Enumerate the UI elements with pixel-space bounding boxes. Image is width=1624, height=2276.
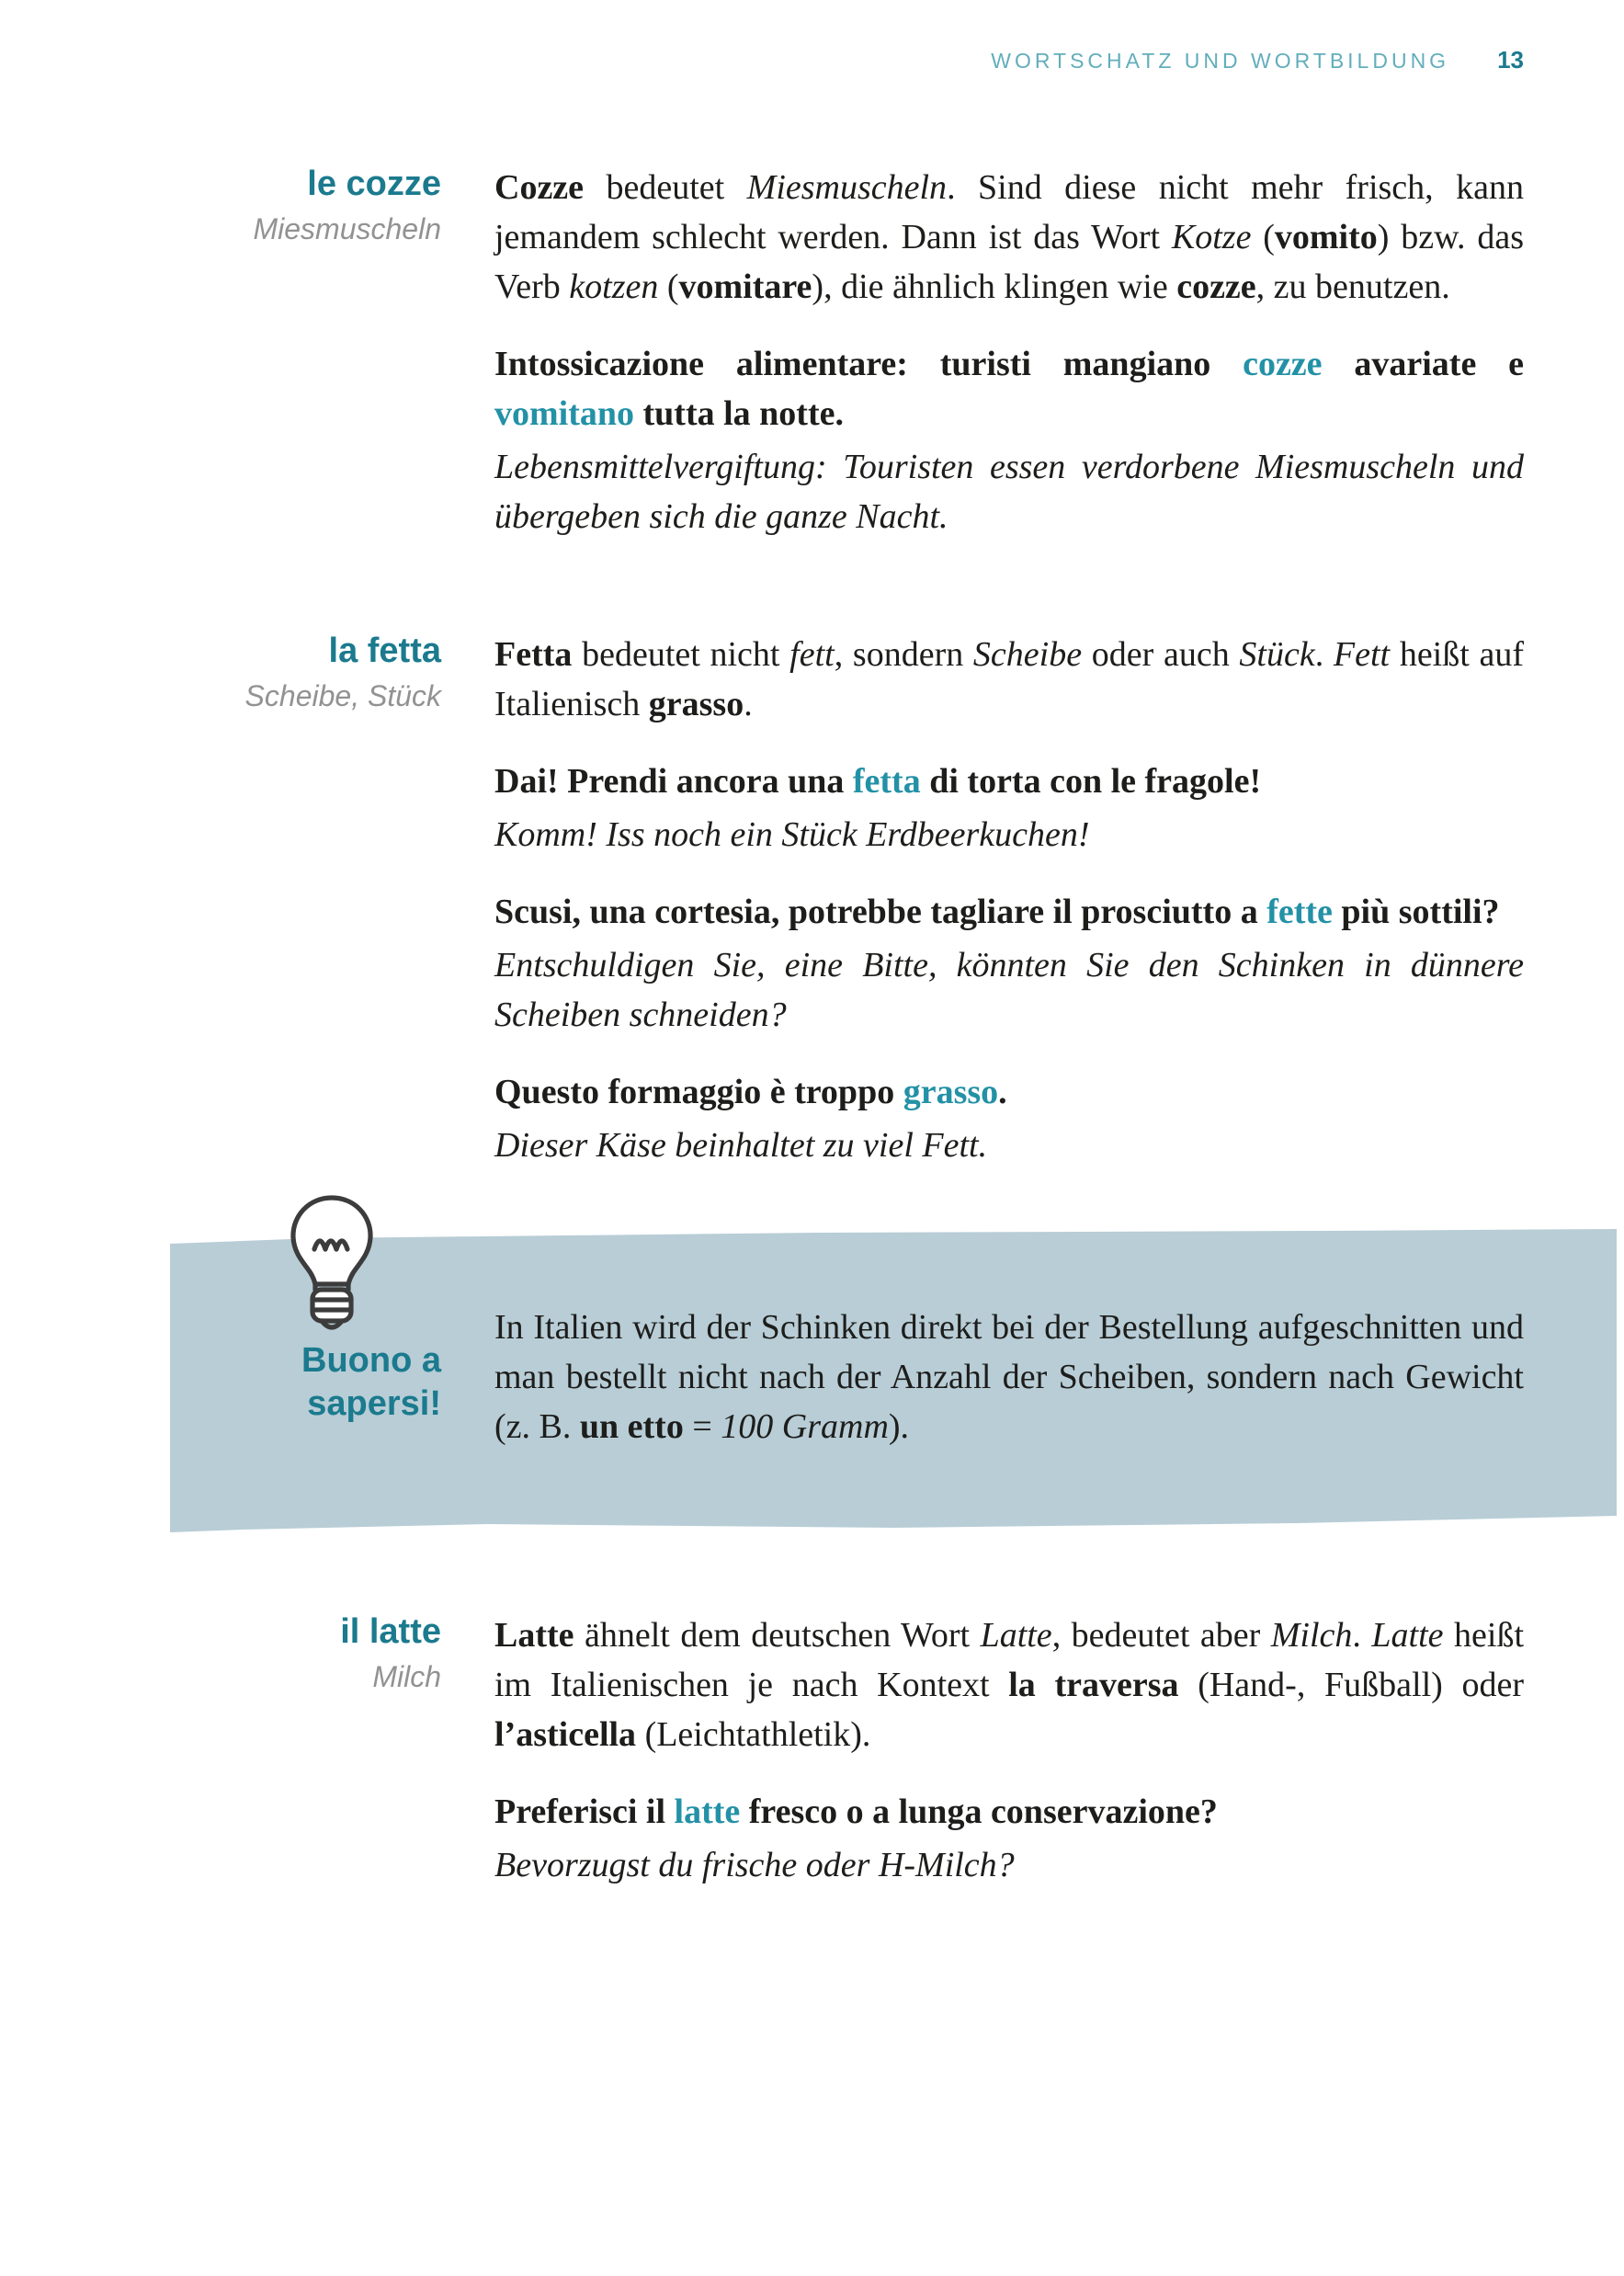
info-box-text: In Italien wird der Schinken direkt bei der Bestellung aufgeschnitten und man bestellt nicht nach der Anzahl der Scheiben, sondern nach Gewicht (z. B. un etto = 100 Gramm). bbox=[494, 1308, 1524, 1446]
info-box bbox=[0, 1183, 1624, 1532]
example-sentence: Scusi, una cortesia, potrebbe tagliare il prosciutto a fette più sottili? bbox=[494, 893, 1500, 931]
example-sentence: Dai! Prendi ancora una fetta di torta con le fragole! bbox=[494, 762, 1262, 801]
entry-latte bbox=[0, 1610, 1624, 1890]
example-translation: Dieser Käse beinhaltet zu viel Fett. bbox=[494, 1126, 988, 1165]
section-title: WORTSCHATZ UND WORTBILDUNG bbox=[991, 49, 1450, 73]
explanation-paragraph: Latte ähnelt dem deutschen Wort Latte, bedeutet aber Milch. Latte heißt im Italienischen je nach Kontext la traversa (Hand-, Fußball) oder l’asticella (Leichtathletik). bbox=[494, 1616, 1525, 1754]
entry-fetta bbox=[0, 630, 1624, 1170]
entry-latte-margin bbox=[0, 1610, 441, 1890]
page-number: 13 bbox=[1497, 46, 1524, 74]
example-translation: Bevorzugst du frische oder H-Milch? bbox=[494, 1846, 1015, 1884]
info-box-label bbox=[0, 1339, 441, 1426]
entry-cozze bbox=[0, 163, 1624, 541]
explanation-paragraph: Cozze bedeutet Miesmuscheln. Sind diese nicht mehr frisch, kann jemandem schlecht werden. Dann ist das Wort Kotze (vomito) bzw. das Verb kotzen (vomitare), die ähnlich klingen wie cozze, zu benutzen. bbox=[494, 168, 1524, 306]
info-box-label-line: Buono a bbox=[301, 1341, 441, 1380]
example-sentence: Preferisci il latte fresco o a lunga conservazione? bbox=[494, 1792, 1218, 1831]
example-sentence: Questo formaggio è troppo grasso. bbox=[494, 1073, 1007, 1111]
entry-fetta-body bbox=[494, 630, 1524, 1170]
page-header bbox=[0, 0, 1624, 74]
example-sentence: Intossicazione alimentare: turisti mangiano cozze avariate e vomitano tutta la notte. bbox=[494, 345, 1524, 433]
example-translation: Lebensmittelvergiftung: Touristen essen verdorbene Miesmuscheln und übergeben sich die ganze Nacht. bbox=[494, 448, 1524, 536]
entry-cozze-body bbox=[494, 163, 1524, 541]
entry-fetta-margin bbox=[0, 630, 441, 1170]
explanation-paragraph: Fetta bedeutet nicht fett, sondern Scheibe oder auch Stück. Fett heißt auf Italienisch grasso. bbox=[494, 635, 1525, 723]
headword: il latte bbox=[340, 1612, 441, 1651]
info-box-label-line: sapersi! bbox=[307, 1384, 441, 1423]
entry-latte-body bbox=[494, 1610, 1524, 1890]
headword-translation: Miesmuscheln bbox=[253, 212, 441, 245]
example-translation: Entschuldigen Sie, eine Bitte, könnten Sie den Schinken in dünnere Scheiben schneiden? bbox=[494, 946, 1524, 1034]
headword-translation: Milch bbox=[372, 1660, 441, 1693]
headword: le cozze bbox=[307, 165, 441, 203]
headword: la fetta bbox=[328, 632, 441, 670]
example-translation: Komm! Iss noch ein Stück Erdbeerkuchen! bbox=[494, 815, 1090, 854]
entry-cozze-margin bbox=[0, 163, 441, 541]
headword-translation: Scheibe, Stück bbox=[244, 679, 441, 712]
